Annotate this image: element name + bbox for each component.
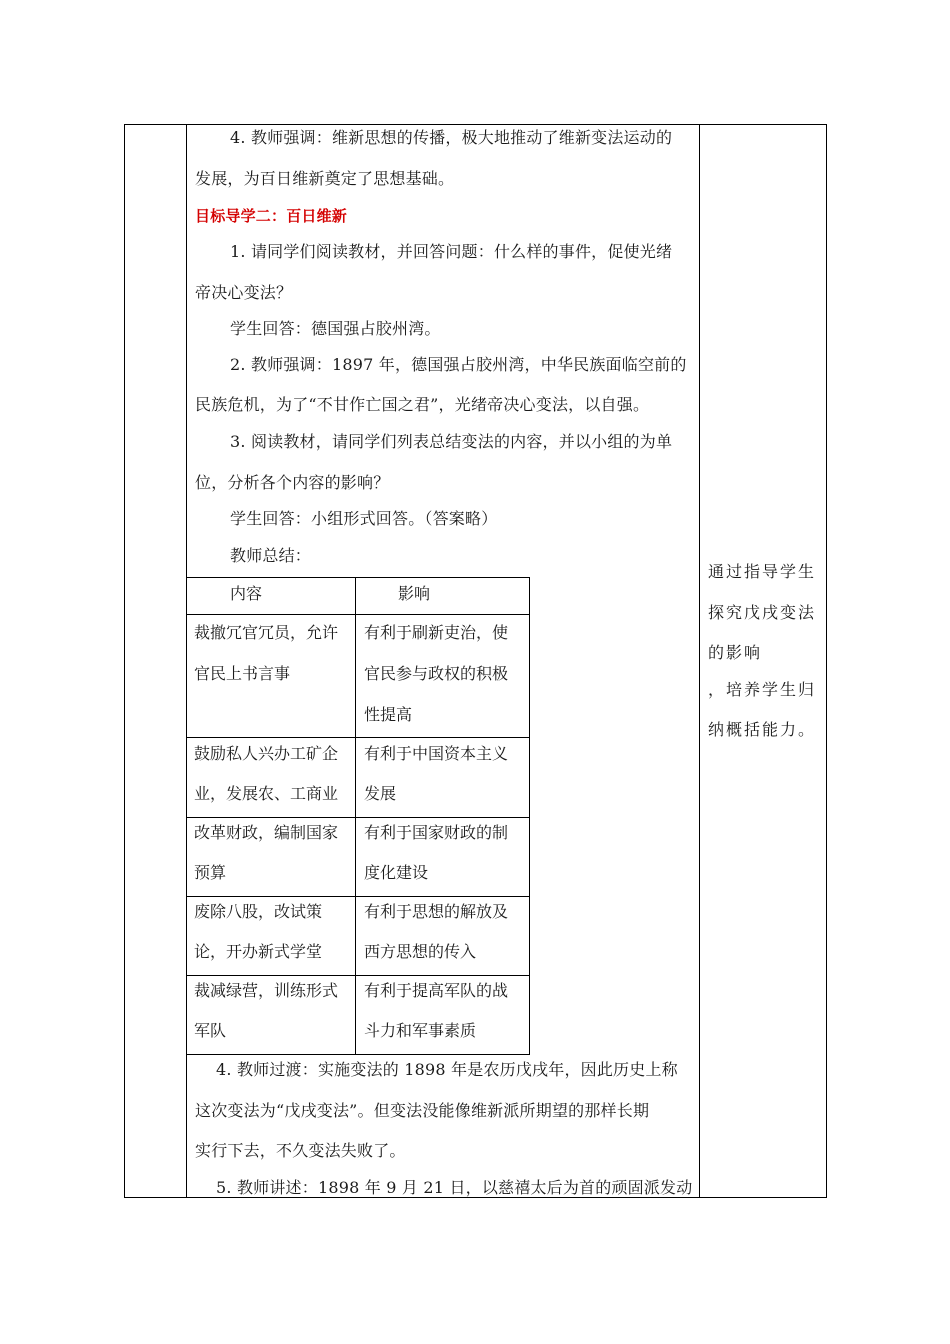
side-note-line: ，培养学生归 — [708, 680, 817, 699]
column-divider-right — [699, 125, 700, 1197]
paragraph-line: 教师总结： — [230, 546, 312, 565]
side-note-line: 的影响 — [708, 643, 763, 662]
paragraph-line: 位，分析各个内容的影响？ — [195, 473, 390, 492]
content-text: 裁减绿营，训练形式 — [194, 981, 339, 1000]
side-note-line: 探究戊戌变法 — [708, 603, 817, 622]
paragraph-line: 3. 阅读教材，请同学们列表总结变法的内容，并以小组的为单 — [230, 432, 673, 451]
impact-text: 度化建设 — [364, 863, 429, 882]
column-header-impact: 影响 — [398, 584, 431, 603]
paragraph-line: 4. 教师强调：维新思想的传播，极大地推动了维新变法运动的 — [230, 128, 673, 147]
paragraph-line: 4. 教师过渡：实施变法的 1898 年是农历戊戌年，因此历史上称 — [216, 1060, 678, 1079]
section-heading: 目标导学二：百日维新 — [195, 207, 348, 225]
table-header-cell — [186, 577, 356, 615]
column-header-content: 内容 — [230, 584, 263, 603]
impact-text: 有利于思想的解放及 — [364, 902, 509, 921]
impact-text: 发展 — [364, 784, 397, 803]
impact-text: 官民参与政权的积极 — [364, 664, 509, 683]
content-text: 论，开办新式学堂 — [194, 942, 323, 961]
paragraph-line: 5. 教师讲述：1898 年 9 月 21 日，以慈禧太后为首的顽固派发动 — [216, 1178, 693, 1197]
paragraph-line: 实行下去，不久变法失败了。 — [195, 1141, 406, 1160]
side-note-line: 通过指导学生 — [708, 562, 817, 581]
impact-text: 有利于刷新吏治，使 — [364, 623, 509, 642]
paragraph-line: 2. 教师强调：1897 年，德国强占胶州湾，中华民族面临空前的 — [230, 355, 687, 374]
paragraph-line: 学生回答：小组形式回答。（答案略） — [230, 509, 498, 528]
content-text: 官民上书言事 — [194, 664, 291, 683]
reform-summary-table — [186, 577, 530, 1055]
impact-text: 西方思想的传入 — [364, 942, 477, 961]
content-text: 改革财政，编制国家 — [194, 823, 339, 842]
impact-text: 有利于国家财政的制 — [364, 823, 509, 842]
paragraph-line: 民族危机，为了“不甘作亡国之君”，光绪帝决心变法，以自强。 — [195, 395, 650, 414]
table-header-cell — [355, 577, 530, 615]
content-text: 业，发展农、工商业 — [194, 784, 339, 803]
impact-text: 斗力和军事素质 — [364, 1021, 477, 1040]
impact-text: 有利于中国资本主义 — [364, 744, 509, 763]
content-text: 鼓励私人兴办工矿企 — [194, 744, 339, 763]
paragraph-line: 学生回答：德国强占胶州湾。 — [230, 319, 441, 338]
content-text: 军队 — [194, 1021, 227, 1040]
side-note-line: 纳概括能力。 — [708, 720, 817, 739]
content-text: 废除八股，改试策 — [194, 902, 323, 921]
impact-text: 性提高 — [364, 705, 413, 724]
paragraph-line: 发展，为百日维新奠定了思想基础。 — [195, 169, 455, 188]
content-text: 裁撤冗官冗员，允许 — [194, 623, 339, 642]
impact-text: 有利于提高军队的战 — [364, 981, 509, 1000]
paragraph-line: 这次变法为“戊戌变法”。但变法没能像维新派所期望的那样长期 — [195, 1101, 650, 1120]
content-text: 预算 — [194, 863, 227, 882]
paragraph-line: 帝决心变法？ — [195, 283, 293, 302]
paragraph-line: 1. 请同学们阅读教材，并回答问题：什么样的事件，促使光绪 — [230, 242, 673, 261]
